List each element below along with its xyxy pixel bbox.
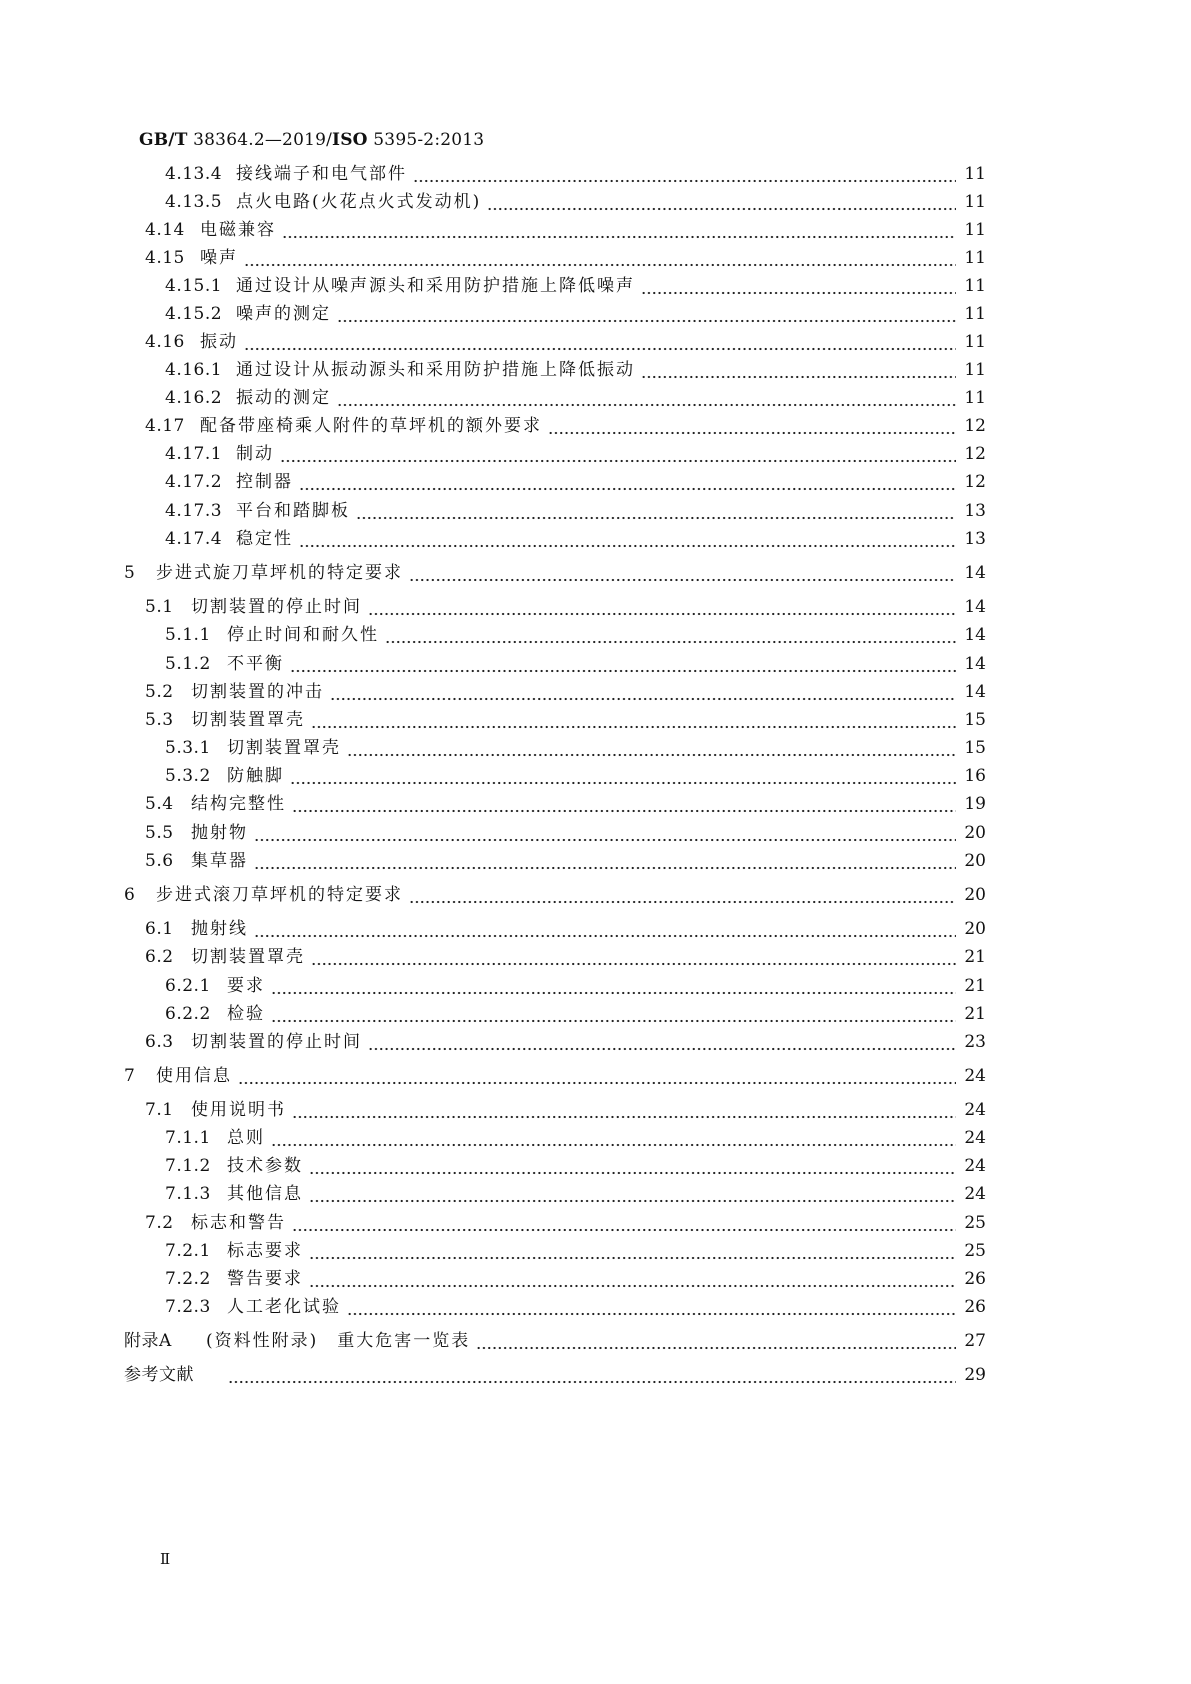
toc-dot-leader <box>292 1100 956 1120</box>
toc-entry-title: 控制器 <box>236 472 293 492</box>
toc-entry-number: 7.1.2 <box>165 1156 211 1176</box>
toc-entry[interactable] <box>165 190 986 212</box>
toc-dot-leader <box>292 1213 956 1233</box>
toc-entry-page: 11 <box>964 388 986 408</box>
toc-entry-title: 使用信息 <box>156 1066 232 1086</box>
toc-entry[interactable] <box>145 792 986 814</box>
toc-dot-leader <box>641 276 956 296</box>
toc-entry-number: 7.1.1 <box>165 1128 211 1148</box>
toc-entry-number: 5.1 <box>145 597 174 617</box>
toc-entry-title: 总则 <box>227 1128 265 1148</box>
toc-entry-page: 11 <box>964 360 986 380</box>
toc-entry-title: 检验 <box>227 1004 265 1024</box>
toc-dot-leader <box>254 851 956 871</box>
toc-entry[interactable] <box>165 302 986 324</box>
toc-entry-page: 16 <box>964 766 986 786</box>
toc-entry-page: 20 <box>964 885 986 905</box>
toc-entry-page: 27 <box>964 1331 986 1351</box>
toc-entry-number: 7.2.2 <box>165 1269 211 1289</box>
toc-entry[interactable] <box>145 1098 986 1120</box>
toc-dot-leader <box>487 192 956 212</box>
toc-entry-number: 5.3 <box>145 710 174 730</box>
std-number: 38364.2—2019/ <box>187 130 333 150</box>
toc-dot-leader <box>337 388 956 408</box>
toc-entry[interactable] <box>165 1002 986 1024</box>
toc-entry[interactable] <box>124 561 986 583</box>
toc-entry-title: 接线端子和电气部件 <box>236 164 407 184</box>
toc-dot-leader <box>337 304 956 324</box>
toc-dot-leader <box>282 220 956 240</box>
toc-dot-leader <box>244 332 956 352</box>
toc-entry-title: 抛射线 <box>191 919 248 939</box>
toc-entry[interactable] <box>145 246 986 268</box>
toc-dot-leader <box>254 919 956 939</box>
toc-dot-leader <box>238 1066 956 1086</box>
toc-dot-leader <box>409 563 956 583</box>
toc-entry-number: 5.3.1 <box>165 738 211 758</box>
toc-entry[interactable] <box>165 527 986 549</box>
toc-entry[interactable] <box>165 1239 986 1261</box>
toc-entry[interactable] <box>165 274 986 296</box>
toc-dot-leader <box>413 164 956 184</box>
toc-dot-leader <box>311 947 956 967</box>
toc-entry-title: 平台和踏脚板 <box>236 501 350 521</box>
toc-entry-title: 防触脚 <box>227 766 284 786</box>
toc-entry-page: 24 <box>964 1066 986 1086</box>
toc-entry-number: 4.15.1 <box>165 276 223 296</box>
toc-entry-title: 要求 <box>227 976 265 996</box>
std-prefix: GB/T <box>139 130 188 150</box>
toc-entry-title: 噪声 <box>200 248 238 268</box>
toc-entry[interactable] <box>145 945 986 967</box>
toc-dot-leader <box>368 1032 956 1052</box>
toc-entry-number: 附录A <box>124 1331 172 1351</box>
toc-entry[interactable] <box>145 1030 986 1052</box>
toc-entry-title: 噪声的测定 <box>236 304 331 324</box>
toc-entry-number: 4.16.1 <box>165 360 223 380</box>
toc-entry-title: 制动 <box>236 444 274 464</box>
toc-entry[interactable] <box>165 974 986 996</box>
toc-dot-leader <box>309 1269 956 1289</box>
toc-entry[interactable] <box>145 414 986 436</box>
toc-entry-title: 切割装置的冲击 <box>191 682 324 702</box>
toc-dot-leader <box>356 501 956 521</box>
toc-entry-title: 步进式滚刀草坪机的特定要求 <box>156 885 403 905</box>
toc-entry-title: 人工老化试验 <box>227 1297 341 1317</box>
toc-entry-page: 21 <box>964 947 986 967</box>
toc-entry-title: 标志和警告 <box>191 1213 286 1233</box>
toc-dot-leader <box>309 1241 956 1261</box>
toc-entry-title: 通过设计从振动源头和采用防护措施上降低振动 <box>236 360 635 380</box>
toc-entry-page: 26 <box>964 1269 986 1289</box>
toc-entry-title: 使用说明书 <box>191 1100 286 1120</box>
toc-entry-page: 11 <box>964 192 986 212</box>
toc-entry-number: 4.17.3 <box>165 501 223 521</box>
toc-entry[interactable] <box>165 470 986 492</box>
toc-entry-number: 4.13.4 <box>165 164 223 184</box>
toc-entry-page: 11 <box>964 304 986 324</box>
toc-entry-title: 抛射物 <box>191 823 248 843</box>
toc-entry-page: 14 <box>964 682 986 702</box>
toc-entry-title: 技术参数 <box>227 1156 303 1176</box>
toc-dot-leader <box>290 654 956 674</box>
toc-entry-title: 切割装置的停止时间 <box>191 597 362 617</box>
toc-entry-number: 7.2.3 <box>165 1297 211 1317</box>
toc-entry-number: 6.1 <box>145 919 174 939</box>
toc-entry-number: 5.4 <box>145 794 174 814</box>
toc-entry-number: 4.17.4 <box>165 529 223 549</box>
toc-entry[interactable] <box>145 330 986 352</box>
toc-entry[interactable] <box>165 1295 986 1317</box>
toc-dot-leader <box>409 885 956 905</box>
toc-entry[interactable] <box>165 1154 986 1176</box>
toc-dot-leader <box>641 360 956 380</box>
toc-entry-page: 12 <box>964 444 986 464</box>
toc-entry-number: 7.1 <box>145 1100 174 1120</box>
toc-dot-leader <box>385 625 956 645</box>
toc-dot-leader <box>311 710 956 730</box>
toc-entry-number: 5.1.1 <box>165 625 211 645</box>
toc-entry-title: 切割装置罩壳 <box>227 738 341 758</box>
toc-entry[interactable] <box>145 218 986 240</box>
toc-entry-page: 12 <box>964 472 986 492</box>
iso-number: 5395-2:2013 <box>367 130 485 150</box>
toc-entry-page: 23 <box>964 1032 986 1052</box>
toc-entry-page: 21 <box>964 976 986 996</box>
toc-entry-title: 配备带座椅乘人附件的草坪机的额外要求 <box>200 416 542 436</box>
toc-dot-leader <box>476 1331 956 1351</box>
toc-entry-page: 14 <box>964 563 986 583</box>
toc-entry[interactable] <box>165 736 986 758</box>
toc-entry-page: 13 <box>964 501 986 521</box>
toc-entry-page: 24 <box>964 1100 986 1120</box>
toc-dot-leader <box>368 597 956 617</box>
toc-entry[interactable] <box>165 386 986 408</box>
toc-entry-title: 振动的测定 <box>236 388 331 408</box>
toc-entry-page: 13 <box>964 529 986 549</box>
toc-entry-number: 4.15.2 <box>165 304 223 324</box>
toc-entry[interactable] <box>165 623 986 645</box>
toc-entry-number: 5.5 <box>145 823 174 843</box>
toc-dot-leader <box>299 472 956 492</box>
toc-entry-page: 26 <box>964 1297 986 1317</box>
toc-entry-number: 6.2.2 <box>165 1004 211 1024</box>
toc-entry-title: 标志要求 <box>227 1241 303 1261</box>
toc-entry[interactable] <box>145 680 986 702</box>
toc-entry-title: 振动 <box>200 332 238 352</box>
toc-dot-leader <box>290 766 956 786</box>
toc-entry-title: 切割装置罩壳 <box>191 710 305 730</box>
toc-entry-number: 6 <box>124 885 136 905</box>
toc-entry-title: 集草器 <box>191 851 248 871</box>
toc-entry-title: 警告要求 <box>227 1269 303 1289</box>
toc-dot-leader <box>280 444 956 464</box>
toc-dot-leader <box>309 1184 956 1204</box>
toc-entry-title: 停止时间和耐久性 <box>227 625 379 645</box>
toc-entry-title: 步进式旋刀草坪机的特定要求 <box>156 563 403 583</box>
toc-dot-leader <box>228 1365 956 1385</box>
toc-entry[interactable] <box>124 1329 986 1351</box>
toc-entry[interactable] <box>145 917 986 939</box>
toc-entry-page: 24 <box>964 1128 986 1148</box>
toc-entry[interactable] <box>145 821 986 843</box>
toc-entry[interactable] <box>165 1182 986 1204</box>
toc-dot-leader <box>271 1128 956 1148</box>
toc-entry-title: 其他信息 <box>227 1184 303 1204</box>
toc-dot-leader <box>548 416 956 436</box>
toc-entry[interactable] <box>124 883 986 905</box>
toc-entry-page: 20 <box>964 919 986 939</box>
toc-entry-title: 切割装置罩壳 <box>191 947 305 967</box>
toc-entry-page: 25 <box>964 1213 986 1233</box>
toc-entry-number: 5 <box>124 563 136 583</box>
toc-entry-number: 4.16 <box>145 332 185 352</box>
toc-entry-page: 20 <box>964 823 986 843</box>
toc-dot-leader <box>292 794 956 814</box>
toc-entry-number: 4.16.2 <box>165 388 223 408</box>
toc-entry[interactable] <box>165 499 986 521</box>
toc-entry-page: 25 <box>964 1241 986 1261</box>
toc-entry-number: 7.2 <box>145 1213 174 1233</box>
toc-entry[interactable] <box>145 708 986 730</box>
toc-dot-leader <box>309 1156 956 1176</box>
toc-entry-page: 11 <box>964 164 986 184</box>
toc-entry-page: 11 <box>964 248 986 268</box>
toc-entry-page: 19 <box>964 794 986 814</box>
toc-entry[interactable] <box>124 1064 986 1086</box>
toc-entry-number: 4.15 <box>145 248 185 268</box>
toc-entry-title: 通过设计从噪声源头和采用防护措施上降低噪声 <box>236 276 635 296</box>
toc-entry-number: 5.2 <box>145 682 174 702</box>
toc-dot-leader <box>254 823 956 843</box>
toc-entry-number: 7.2.1 <box>165 1241 211 1261</box>
toc-entry-title: 电磁兼容 <box>200 220 276 240</box>
toc-entry-title: 结构完整性 <box>191 794 286 814</box>
toc-entry-number: 6.2 <box>145 947 174 967</box>
toc-entry-title: (资料性附录) 重大危害一览表 <box>206 1331 471 1351</box>
toc-entry[interactable] <box>124 1363 986 1385</box>
toc-entry-page: 24 <box>964 1156 986 1176</box>
toc-dot-leader <box>330 682 956 702</box>
toc-entry-number: 4.17.1 <box>165 444 223 464</box>
toc-entry[interactable] <box>165 1267 986 1289</box>
toc-entry-page: 20 <box>964 851 986 871</box>
toc-entry[interactable] <box>145 1211 986 1233</box>
toc-entry-page: 11 <box>964 220 986 240</box>
toc-entry[interactable] <box>165 652 986 674</box>
toc-entry-number: 5.3.2 <box>165 766 211 786</box>
toc-entry[interactable] <box>165 1126 986 1148</box>
toc-dot-leader <box>244 248 956 268</box>
toc-entry-page: 11 <box>964 332 986 352</box>
toc-entry-page: 12 <box>964 416 986 436</box>
toc-entry-number: 6.3 <box>145 1032 174 1052</box>
toc-dot-leader <box>347 1297 956 1317</box>
toc-entry-page: 11 <box>964 276 986 296</box>
toc-dot-leader <box>299 529 956 549</box>
toc-entry-title: 稳定性 <box>236 529 293 549</box>
toc-entry[interactable] <box>145 595 986 617</box>
toc-entry-page: 14 <box>964 625 986 645</box>
toc-entry-page: 29 <box>964 1365 986 1385</box>
toc-entry-page: 15 <box>964 710 986 730</box>
toc-entry-page: 14 <box>964 654 986 674</box>
toc-entry-number: 7 <box>124 1066 136 1086</box>
toc-entry-number: 参考文献 <box>124 1365 194 1385</box>
toc-entry-number: 5.6 <box>145 851 174 871</box>
toc-entry-title: 点火电路(火花点火式发动机) <box>236 192 482 212</box>
iso-prefix: ISO <box>332 130 368 150</box>
toc-dot-leader <box>347 738 956 758</box>
toc-entry-page: 15 <box>964 738 986 758</box>
toc-entry-number: 4.17.2 <box>165 472 223 492</box>
toc-entry-number: 4.14 <box>145 220 185 240</box>
toc-entry-number: 7.1.3 <box>165 1184 211 1204</box>
toc-entry[interactable] <box>145 849 986 871</box>
toc-dot-leader <box>271 976 956 996</box>
toc-entry-page: 14 <box>964 597 986 617</box>
toc-entry-number: 4.17 <box>145 416 185 436</box>
toc-entry[interactable] <box>165 358 986 380</box>
toc-entry-page: 21 <box>964 1004 986 1024</box>
toc-entry-number: 6.2.1 <box>165 976 211 996</box>
toc-entry-page: 24 <box>964 1184 986 1204</box>
toc-dot-leader <box>271 1004 956 1024</box>
toc-entry-title: 切割装置的停止时间 <box>191 1032 362 1052</box>
toc-entry-title: 不平衡 <box>227 654 284 674</box>
toc-entry[interactable] <box>165 442 986 464</box>
page-number: Ⅱ <box>160 1550 170 1568</box>
toc-entry[interactable] <box>165 764 986 786</box>
toc-entry-number: 4.13.5 <box>165 192 223 212</box>
toc-entry[interactable] <box>165 162 986 184</box>
toc-entry-number: 5.1.2 <box>165 654 211 674</box>
